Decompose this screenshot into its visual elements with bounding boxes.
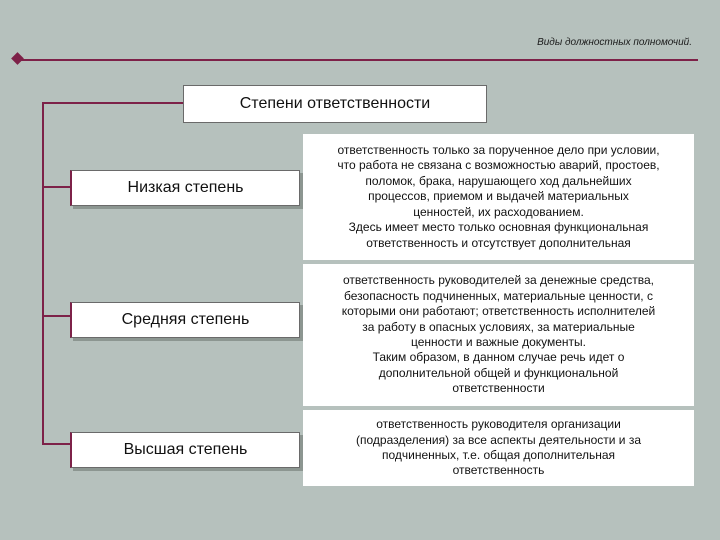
- connector-level-medium: [42, 315, 71, 317]
- level-node-medium: Средняя степень: [70, 302, 300, 338]
- header-rule: [18, 59, 698, 61]
- level-node-high: Высшая степень: [70, 432, 300, 468]
- description-low: ответственность только за порученное дело при условии, что работа не связана с возможностью аварий, простоев, поломок, брака, нарушающего ход дальнейших процессов, приемом и выдачей материальных ценностей, их расходованием. Здесь имеет место только основная функциональная ответственность и отсутствует дополнительная: [303, 134, 694, 260]
- header-diamond: [11, 52, 24, 65]
- connector-level-high: [42, 443, 71, 445]
- description-medium: ответственность руководителей за денежные средства, безопасность подчиненных, материальные ценности, с которыми они работают; ответственность исполнителей за работу в опасных условиях, за материальные ценности и важные документы. Таким образом, в данном случае речь идет о дополнительной общей и функциональной ответственности: [303, 264, 694, 406]
- level-node-low: Низкая степень: [70, 170, 300, 206]
- connector-trunk: [42, 102, 44, 445]
- description-high: ответственность руководителя организации (подразделения) за все аспекты деятельности и за подчиненных, т.е. общая дополнительная ответственность: [303, 410, 694, 486]
- slide-title: Виды должностных полномочий.: [537, 37, 692, 48]
- root-node: Степени ответственности: [184, 86, 486, 122]
- connector-level-low: [42, 186, 71, 188]
- connector-root-horizontal: [42, 102, 185, 104]
